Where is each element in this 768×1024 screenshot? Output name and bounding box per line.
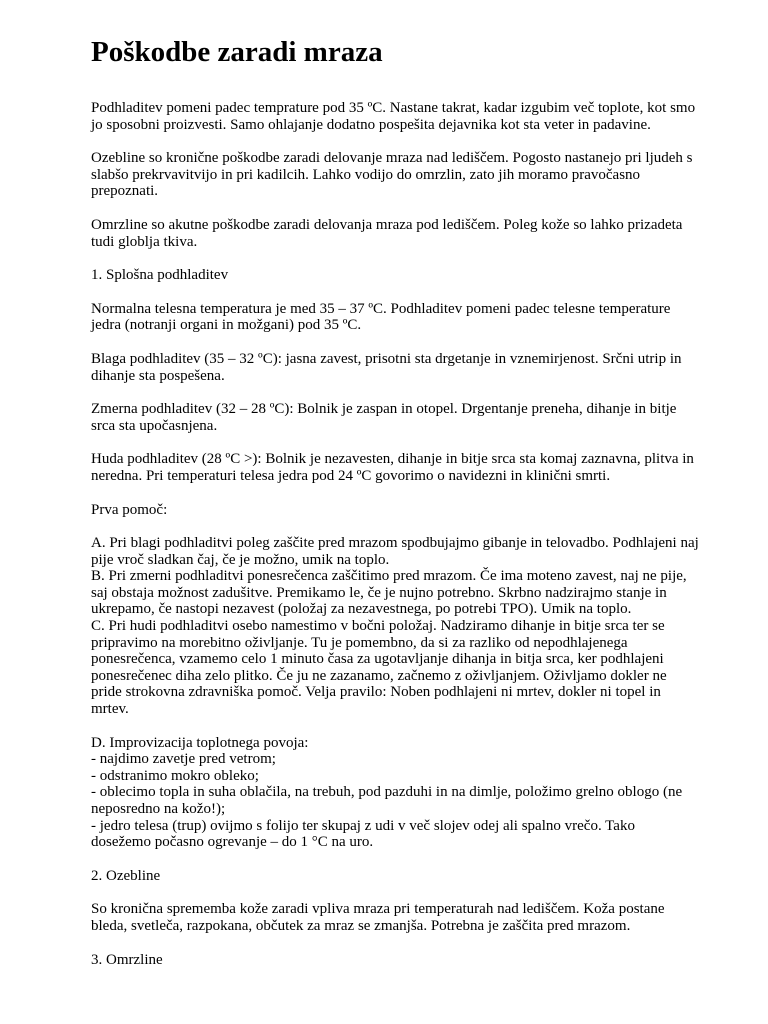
text-line: ponesrečenec diha zelo plitko. Če ju ne zazanamo, začnemo z oživljanjem. Oživljamo dokler ne: [91, 667, 667, 684]
text-line: D. Improvizacija toplotnega povoja:: [91, 734, 309, 751]
text-line: pije vroč sladkan čaj, če je možno, umik na toplo.: [91, 551, 390, 568]
text-line: pride strokovna zdravniška pomoč. Velja pravilo: Noben podhlajeni ni mrtev, dokler ni topel in: [91, 684, 661, 701]
text-line: - jedro telesa (trup) ovijmo s folijo ter skupaj z udi v več slojev odej ali spalno vrečo. Tako: [91, 817, 635, 834]
text-line: pripravimo na morebitno oživljanje. Tu je pomembno, da si za razliko od nepodhlajenega: [91, 634, 628, 651]
text-line: mrtev.: [91, 701, 129, 718]
text-line: slabšo prekrvavitvijo in pri kadilcih. Lahko vodijo do omrzlin, zato jih moramo pravočasno: [91, 166, 641, 183]
body-paragraph: [91, 301, 731, 334]
text-line: tudi globlja tkiva.: [91, 233, 198, 250]
text-line: neposredno na kožo!);: [91, 801, 226, 817]
document-body: [91, 100, 731, 968]
document-title: Poškodbe zaradi mraza: [91, 36, 383, 68]
text-line: 3. Omrzline: [91, 951, 163, 968]
document-page: [91, 34, 731, 985]
text-line: Huda podhladitev (28 ºC >): Bolnik je nezavesten, dihanje in bitje srca sta komaj zaznavna, plitva in: [91, 451, 694, 468]
text-line: prepoznati.: [91, 183, 159, 200]
text-line: Podhladitev pomeni padec temprature pod 35 ºC. Nastane takrat, kadar izgubim več toplote, kot smo: [91, 100, 696, 116]
text-line: jo sposobni proizvesti. Samo ohlajanje dodatno pospešita dejavnika kot sta veter in padavine.: [91, 116, 651, 133]
text-line: C. Pri hudi podhladitvi osebo namestimo v bočni položaj. Nadziramo dihanje in bitje srca ter se: [91, 618, 665, 635]
body-paragraph: [91, 451, 731, 484]
text-line: bleda, svetleča, razpokana, občutek za mraz se zmanjša. Potrebna je zaščita pred mrazom.: [91, 917, 631, 934]
body-paragraph: [91, 351, 731, 384]
body-paragraph: [91, 401, 731, 434]
text-line: - odstranimo mokro obleko;: [91, 767, 259, 784]
text-line: srca sta upočasnjena.: [91, 417, 218, 434]
body-paragraph: [91, 735, 731, 851]
text-line: Omrzline so akutne poškodbe zaradi delovanja mraza pod lediščem. Poleg kože so lahko prizadeta: [91, 216, 683, 233]
text-line: Blaga podhladitev (35 – 32 ºC): jasna zavest, prisotni sta drgetanje in vznemirjenost. Srčni utrip in: [91, 350, 682, 367]
text-line: 2. Ozebline: [91, 867, 161, 884]
text-line: jedra (notranji organi in možgani) pod 35 ºC.: [91, 317, 362, 334]
text-line: saj obstaja možnost zadušitve. Premikamo le, če je nujno potrebno. Skrbno nadzirajmo stanje in: [91, 584, 667, 601]
text-line: Normalna telesna temperatura je med 35 – 37 ºC. Podhladitev pomeni padec telesne temperature: [91, 300, 671, 317]
text-line: Ozebline so kronične poškodbe zaradi delovanje mraza nad lediščem. Pogosto nastanejo pri ljudeh s: [91, 150, 693, 167]
text-line: ukrepamo, če nastopi nezavest (položaj za nezavestnega, po potrebi TPO). Umik na toplo.: [91, 601, 632, 618]
text-line: B. Pri zmerni podhladitvi ponesrečenca zaščitimo pred mrazom. Če ima moteno zavest, naj ne pije,: [91, 568, 687, 585]
text-line: dihanje sta pospešena.: [91, 367, 225, 384]
body-paragraph: [91, 267, 731, 284]
text-line: neredna. Pri temperaturi telesa jedra pod 24 ºC govorimo o navidezni in klinični smrti.: [91, 467, 611, 484]
text-line: dosežemo počasno ogrevanje – do 1 °C na uro.: [91, 834, 374, 851]
text-line: ponesrečenca, vzamemo celo 1 minuto časa za ugotavljanje dihanja in bitja srca, ker podhlajeni: [91, 651, 664, 668]
body-paragraph: [91, 901, 731, 934]
text-line: A. Pri blagi podhladitvi poleg zaščite pred mrazom spodbujajmo gibanje in telovadbo. Podhlajeni naj: [91, 535, 699, 552]
text-line: So kronična sprememba kože zaradi vpliva mraza pri temperaturah nad lediščem. Koža postane: [91, 901, 665, 918]
body-paragraph: [91, 150, 731, 200]
body-paragraph: [91, 868, 731, 885]
text-line: - najdimo zavetje pred vetrom;: [91, 751, 276, 768]
body-paragraph: [91, 952, 731, 969]
body-paragraph: [91, 100, 731, 133]
body-paragraph: [91, 535, 731, 718]
body-paragraph: [91, 502, 731, 519]
body-paragraph: [91, 217, 731, 250]
text-line: 1. Splošna podhladitev: [91, 267, 229, 284]
text-line: Prva pomoč:: [91, 501, 168, 518]
text-line: - oblecimo topla in suha oblačila, na trebuh, pod pazduhi in na dimlje, položimo grelno oblogo (ne: [91, 784, 683, 801]
text-line: Zmerna podhladitev (32 – 28 ºC): Bolnik je zaspan in otopel. Drgentanje preneha, dihanje in bitje: [91, 401, 677, 418]
